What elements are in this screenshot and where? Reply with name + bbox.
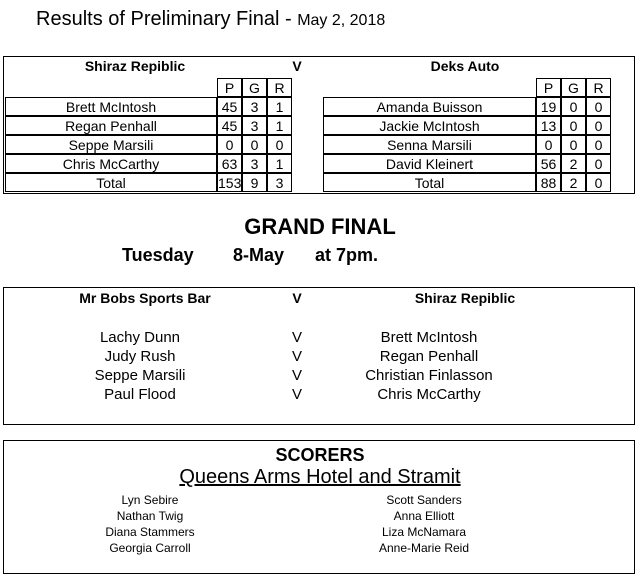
stat-g: 0 (242, 135, 267, 154)
stat-p: 63 (217, 154, 242, 173)
results-title-text: Results of Preliminary Final - (36, 8, 298, 30)
stat-g: 0 (561, 97, 586, 116)
scorer-name: Liza McNamara (381, 525, 467, 539)
stat-r: 1 (267, 116, 292, 135)
matchup-team-right: Shiraz Repiblic (414, 290, 516, 306)
results-team-right: Deks Auto (430, 58, 500, 74)
scorer-name: Georgia Carroll (109, 541, 191, 555)
player-name: Senna Marsili (323, 135, 536, 154)
scorer-name: Lyn Sebire (121, 493, 179, 507)
scorer-name: Diana Stammers (105, 525, 195, 539)
matchup-right-player: Brett McIntosh (380, 329, 478, 346)
stat-r: 0 (586, 154, 611, 173)
stat-r: 0 (586, 135, 611, 154)
col-header-g: G (242, 78, 267, 97)
stat-g: 0 (561, 135, 586, 154)
matchup-left-player: Seppe Marsili (94, 367, 186, 384)
total-p: 88 (536, 173, 561, 192)
stat-p: 13 (536, 116, 561, 135)
stat-g: 3 (242, 97, 267, 116)
matchup-vs-mark: V (291, 329, 302, 346)
grand-final-time: at 7pm. (315, 245, 379, 265)
matchup-vs: V (292, 290, 302, 306)
player-name: Brett McIntosh (5, 97, 217, 116)
stat-p: 0 (536, 135, 561, 154)
scorers-title: SCORERS (275, 445, 365, 465)
stat-p: 45 (217, 97, 242, 116)
col-header-p: P (217, 78, 242, 97)
player-name: Regan Penhall (5, 116, 217, 135)
player-name: Amanda Buisson (323, 97, 536, 116)
matchup-vs-mark: V (291, 348, 302, 365)
scorer-name: Nathan Twig (116, 509, 184, 523)
stat-r: 1 (267, 97, 292, 116)
results-title (36, 8, 385, 31)
stat-g: 3 (242, 116, 267, 135)
matchup-left-player: Lachy Dunn (99, 329, 181, 346)
player-name: David Kleinert (323, 154, 536, 173)
matchup-vs-mark: V (291, 386, 302, 403)
grand-final-day: Tuesday (122, 245, 194, 265)
stat-p: 0 (217, 135, 242, 154)
matchup-team-left: Mr Bobs Sports Bar (79, 290, 211, 306)
total-label: Total (5, 173, 217, 192)
stat-r: 1 (267, 154, 292, 173)
stat-p: 45 (217, 116, 242, 135)
grand-final-title: GRAND FINAL (244, 214, 396, 239)
total-p: 153 (218, 175, 242, 191)
scorers-venue: Queens Arms Hotel and Stramit (179, 466, 461, 488)
stat-p: 19 (536, 97, 561, 116)
scorer-name: Anne-Marie Reid (378, 541, 470, 555)
total-r: 3 (267, 173, 292, 192)
col-header-r: R (267, 78, 292, 97)
player-name: Seppe Marsili (5, 135, 217, 154)
scorer-name: Scott Sanders (386, 493, 462, 507)
matchup-left-player: Judy Rush (104, 348, 176, 365)
results-team-left: Shiraz Repiblic (84, 58, 186, 74)
total-r: 0 (586, 173, 611, 192)
matchup-right-player: Regan Penhall (379, 348, 479, 365)
stat-r: 0 (586, 97, 611, 116)
stat-p: 56 (536, 154, 561, 173)
stat-r: 0 (586, 116, 611, 135)
player-name: Chris McCarthy (5, 154, 217, 173)
stat-r: 0 (267, 135, 292, 154)
matchup-left-player: Paul Flood (104, 386, 176, 403)
total-label: Total (323, 173, 536, 192)
total-g: 2 (561, 173, 586, 192)
stat-g: 3 (242, 154, 267, 173)
player-name: Jackie McIntosh (323, 116, 536, 135)
scorer-name: Anna Elliott (393, 509, 455, 523)
col-header-p: P (536, 78, 561, 97)
col-header-r: R (586, 78, 611, 97)
results-vs: V (292, 58, 302, 74)
matchup-right-player: Christian Finlasson (365, 367, 493, 384)
matchup-right-player: Chris McCarthy (377, 386, 481, 403)
stat-g: 0 (561, 116, 586, 135)
col-header-g: G (561, 78, 586, 97)
grand-final-date: 8-May (233, 245, 285, 265)
total-g: 9 (242, 173, 267, 192)
stat-g: 2 (561, 154, 586, 173)
matchup-vs-mark: V (291, 367, 302, 384)
results-date: May 2, 2018 (297, 12, 386, 29)
